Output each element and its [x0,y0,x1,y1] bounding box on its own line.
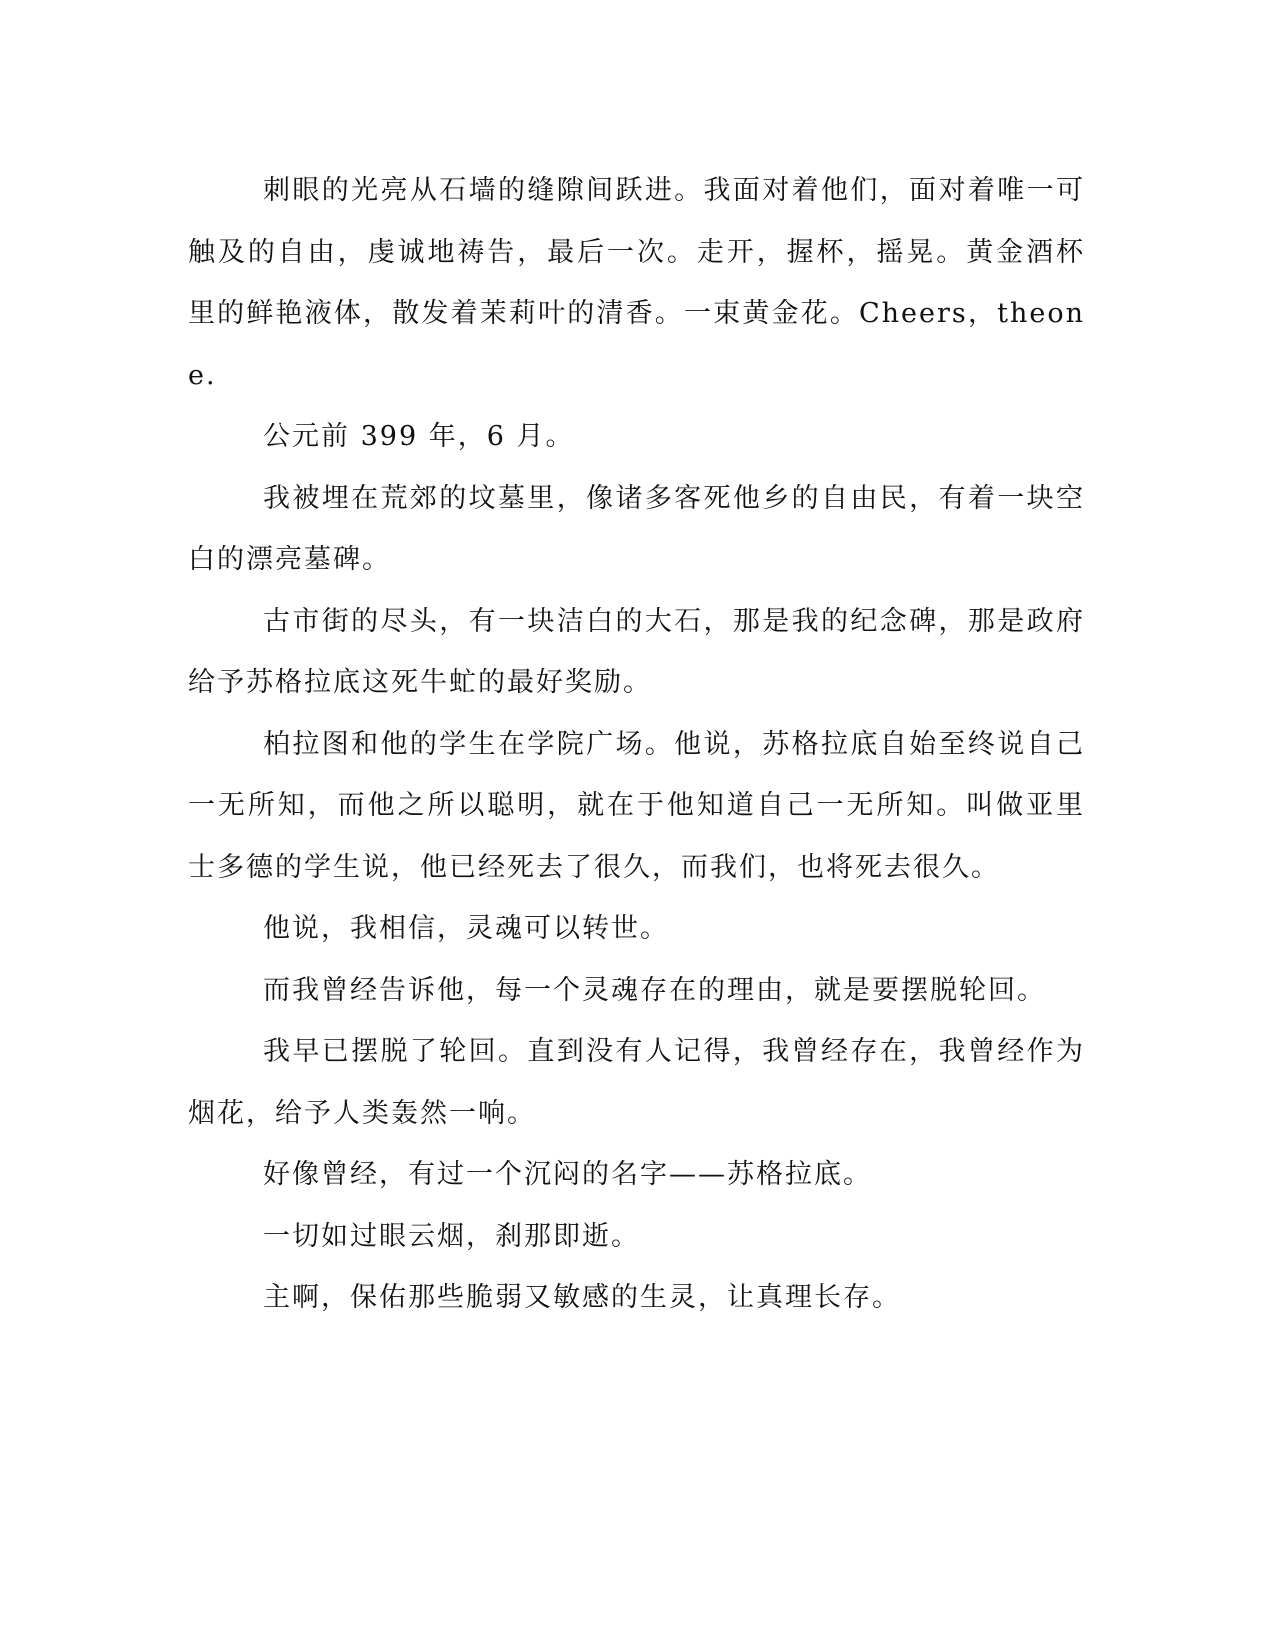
paragraph-3: 我被埋在荒郊的坟墓里，像诸多客死他乡的自由民，有着一块空白的漂亮墓碑。 [188,482,1085,575]
paragraph-4: 古市街的尽头，有一块洁白的大石，那是我的纪念碑，那是政府给予苏格拉底这死牛虻的最好奖励。 [188,605,1085,698]
document-body [188,160,1085,1329]
paragraph-2: 公元前 399 年，6 月。 [263,421,575,452]
paragraph-1: 刺眼的光亮从石墙的缝隙间跃进。我面对着他们，面对着唯一可触及的自由，虔诚地祷告，最后一次。走开，握杯，摇晃。黄金酒杯里的鲜艳液体，散发着茉莉叶的清香。一束黄金花。Cheers，theone. [188,175,1085,391]
paragraph-7: 而我曾经告诉他，每一个灵魂存在的理由，就是要摆脱轮回。 [263,974,1046,1006]
paragraph-11: 主啊，保佑那些脆弱又敏感的生灵，让真理长存。 [263,1282,901,1313]
paragraph-6: 他说，我相信，灵魂可以转世。 [263,913,669,944]
paragraph-8: 我早已摆脱了轮回。直到没有人记得，我曾经存在，我曾经作为烟花，给予人类轰然一响。 [188,1036,1085,1129]
paragraph-10: 一切如过眼云烟，刹那即逝。 [263,1220,640,1252]
paragraph-9: 好像曾经，有过一个沉闷的名字——苏格拉底。 [263,1159,872,1190]
paragraph-5: 柏拉图和他的学生在学院广场。他说，苏格拉底自始至终说自己一无所知，而他之所以聪明，就在于他知道自己一无所知。叫做亚里士多德的学生说，他已经死去了很久，而我们，也将死去很久。 [188,728,1085,883]
